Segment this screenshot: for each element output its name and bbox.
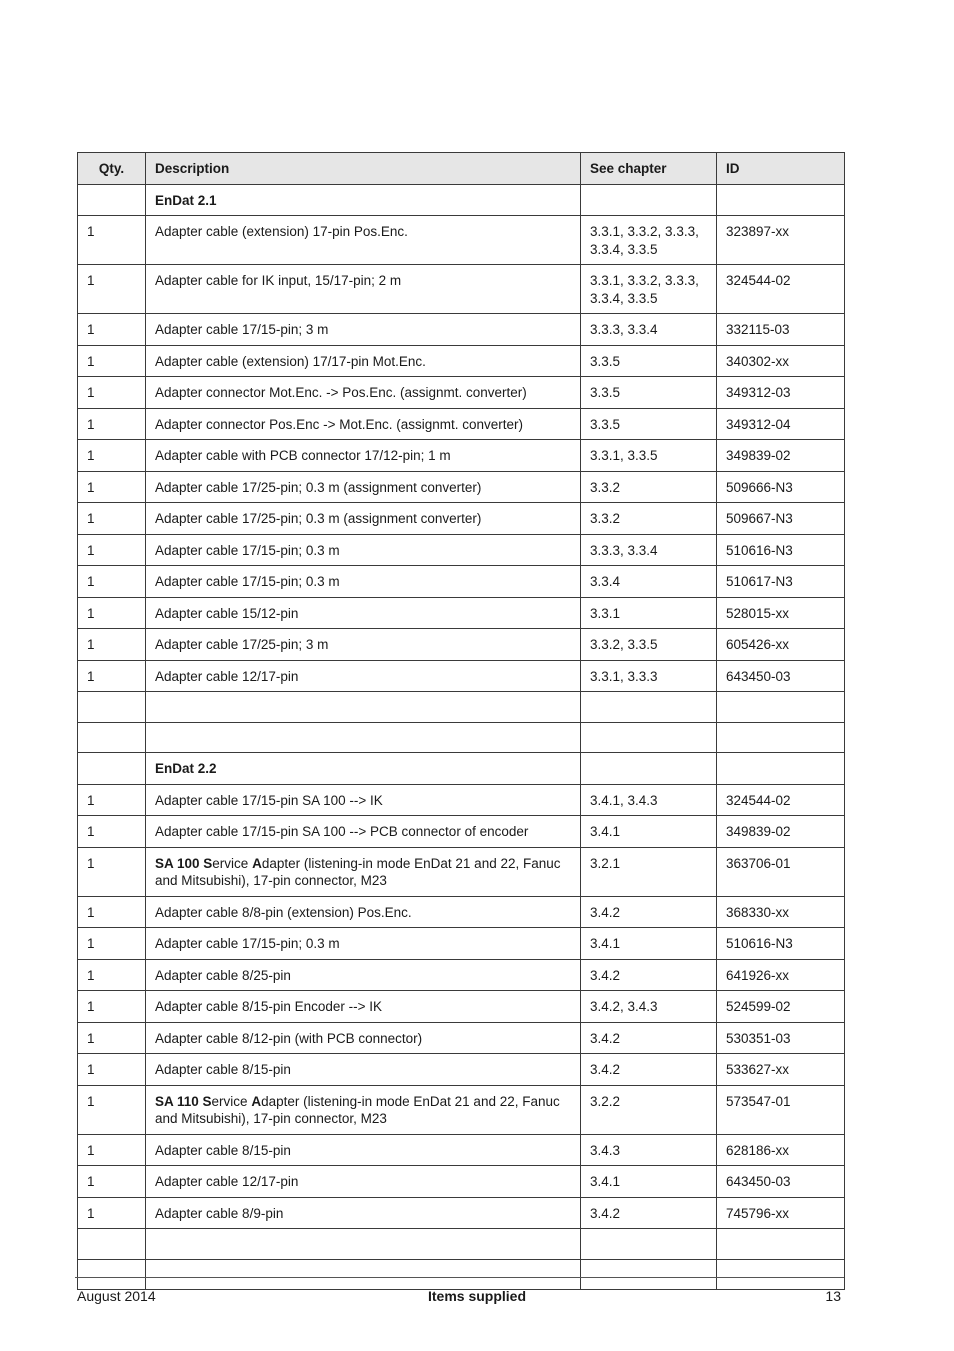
description-cell: Adapter cable 17/15-pin SA 100 --> PCB connector of encoder: [146, 816, 581, 848]
qty-cell: 1: [78, 896, 146, 928]
id-cell: 332115-03: [717, 314, 845, 346]
chapter-cell: [581, 1229, 717, 1260]
description-cell: Adapter cable 8/15-pin: [146, 1134, 581, 1166]
description-segment: A: [251, 1093, 262, 1109]
qty-cell: 1: [78, 503, 146, 535]
id-cell: 524599-02: [717, 991, 845, 1023]
chapter-cell: [581, 692, 717, 723]
qty-cell: [78, 722, 146, 753]
table-body: [78, 184, 845, 1290]
chapter-cell: 3.3.2, 3.3.5: [581, 629, 717, 661]
chapter-cell: 3.3.2: [581, 503, 717, 535]
description-cell: Adapter cable 15/12-pin: [146, 597, 581, 629]
section-row: [78, 184, 845, 216]
qty-cell: 1: [78, 566, 146, 598]
description-segment: dapter (listening-in mode EnDat 21 and 22, Fanuc and Mitsubishi), 17-pin connector, M23: [155, 1093, 560, 1126]
section-title: EnDat 2.1: [146, 184, 581, 216]
description-cell: [146, 1229, 581, 1260]
description-cell: Adapter cable 17/15-pin SA 100 --> IK: [146, 784, 581, 816]
description-cell: Adapter cable 17/15-pin; 3 m: [146, 314, 581, 346]
footer-section-title: Items supplied: [427, 1288, 527, 1304]
chapter-cell: [581, 1259, 717, 1290]
header-id: ID: [717, 153, 845, 185]
table-row: [78, 534, 845, 566]
description-cell: [146, 692, 581, 723]
table-row: [78, 566, 845, 598]
chapter-cell: 3.4.3: [581, 1134, 717, 1166]
id-cell: [717, 722, 845, 753]
table-row: [78, 816, 845, 848]
table-row: [78, 345, 845, 377]
table-row: [78, 503, 845, 535]
table-row: [78, 1166, 845, 1198]
table-row: [78, 1134, 845, 1166]
id-cell: 745796-xx: [717, 1197, 845, 1229]
qty-cell: 1: [78, 1022, 146, 1054]
id-cell: 349312-03: [717, 377, 845, 409]
id-cell: 528015-xx: [717, 597, 845, 629]
table-row: [78, 928, 845, 960]
id-cell: 509667-N3: [717, 503, 845, 535]
description-cell: Adapter cable 17/25-pin; 0.3 m (assignment converter): [146, 503, 581, 535]
description-cell: [146, 722, 581, 753]
description-cell: Adapter connector Mot.Enc. -> Pos.Enc. (assignmt. converter): [146, 377, 581, 409]
table-row: [78, 991, 845, 1023]
id-cell: [717, 1259, 845, 1290]
description-cell: Adapter cable 17/15-pin; 0.3 m: [146, 928, 581, 960]
chapter-cell: 3.3.5: [581, 408, 717, 440]
qty-cell: 1: [78, 784, 146, 816]
id-cell: 530351-03: [717, 1022, 845, 1054]
description-cell: Adapter cable 8/9-pin: [146, 1197, 581, 1229]
chapter-cell: 3.4.2: [581, 896, 717, 928]
chapter-cell: 3.3.1, 3.3.2, 3.3.3, 3.3.4, 3.3.5: [581, 265, 717, 314]
table-row: [78, 377, 845, 409]
description-cell: Adapter cable 17/25-pin; 0.3 m (assignment converter): [146, 471, 581, 503]
description-segment: ervice: [212, 855, 253, 871]
qty-cell: [78, 753, 146, 785]
qty-cell: 1: [78, 991, 146, 1023]
description-cell: Adapter cable (extension) 17-pin Pos.Enc.: [146, 216, 581, 265]
qty-cell: [78, 1259, 146, 1290]
qty-cell: 1: [78, 345, 146, 377]
qty-cell: 1: [78, 629, 146, 661]
table-row: [78, 1197, 845, 1229]
qty-cell: 1: [78, 816, 146, 848]
id-cell: 628186-xx: [717, 1134, 845, 1166]
qty-cell: 1: [78, 534, 146, 566]
id-cell: 605426-xx: [717, 629, 845, 661]
chapter-cell: 3.3.1, 3.3.5: [581, 440, 717, 472]
table-row: [78, 471, 845, 503]
qty-cell: 1: [78, 314, 146, 346]
description-cell: Adapter cable 8/12-pin (with PCB connector): [146, 1022, 581, 1054]
description-segment: ervice: [211, 1093, 252, 1109]
id-cell: 349839-02: [717, 816, 845, 848]
id-cell: 533627-xx: [717, 1054, 845, 1086]
empty-row: [78, 722, 845, 753]
id-cell: 324544-02: [717, 265, 845, 314]
id-cell: 510617-N3: [717, 566, 845, 598]
chapter-cell: 3.4.1: [581, 928, 717, 960]
id-cell: 643450-03: [717, 660, 845, 692]
id-cell: 510616-N3: [717, 928, 845, 960]
description-segment: dapter (listening-in mode EnDat 21 and 22, Fanuc and Mitsubishi), 17-pin connector, M23: [155, 855, 561, 888]
description-segment: SA 110 S: [155, 1093, 212, 1109]
qty-cell: 1: [78, 408, 146, 440]
chapter-cell: 3.4.2: [581, 1054, 717, 1086]
description-segment: SA 100 S: [155, 855, 213, 871]
id-cell: 510616-N3: [717, 534, 845, 566]
table-row: [78, 440, 845, 472]
qty-cell: 1: [78, 847, 146, 896]
description-cell: Adapter cable 17/15-pin; 0.3 m: [146, 566, 581, 598]
qty-cell: [78, 184, 146, 216]
table-row: [78, 597, 845, 629]
table-row: [78, 896, 845, 928]
qty-cell: 1: [78, 440, 146, 472]
table-row: [78, 784, 845, 816]
chapter-cell: 3.3.2: [581, 471, 717, 503]
description-cell: Adapter cable 8/15-pin Encoder --> IK: [146, 991, 581, 1023]
empty-row: [78, 692, 845, 723]
table-row: [78, 1022, 845, 1054]
chapter-cell: 3.3.3, 3.3.4: [581, 534, 717, 566]
id-cell: 573547-01: [717, 1085, 845, 1134]
chapter-cell: [581, 722, 717, 753]
footer-rule: [75, 1277, 844, 1278]
description-cell: Adapter cable for IK input, 15/17-pin; 2 m: [146, 265, 581, 314]
id-cell: 363706-01: [717, 847, 845, 896]
chapter-cell: 3.3.1: [581, 597, 717, 629]
id-cell: 340302-xx: [717, 345, 845, 377]
qty-cell: 1: [78, 928, 146, 960]
qty-cell: 1: [78, 660, 146, 692]
table-row: [78, 408, 845, 440]
description-cell: Adapter cable 17/15-pin; 0.3 m: [146, 534, 581, 566]
chapter-cell: 3.3.1, 3.3.2, 3.3.3, 3.3.4, 3.3.5: [581, 216, 717, 265]
description-cell: [146, 847, 581, 896]
chapter-cell: 3.4.2: [581, 959, 717, 991]
description-cell: Adapter cable 8/15-pin: [146, 1054, 581, 1086]
id-cell: [717, 692, 845, 723]
header-see-chapter: See chapter: [581, 153, 717, 185]
table-row: [78, 1054, 845, 1086]
table-row: [78, 265, 845, 314]
id-cell: 349312-04: [717, 408, 845, 440]
description-cell: Adapter cable 12/17-pin: [146, 660, 581, 692]
description-cell: Adapter cable 8/8-pin (extension) Pos.Enc.: [146, 896, 581, 928]
qty-cell: 1: [78, 1134, 146, 1166]
id-cell: 643450-03: [717, 1166, 845, 1198]
qty-cell: 1: [78, 216, 146, 265]
id-cell: 368330-xx: [717, 896, 845, 928]
chapter-cell: 3.3.4: [581, 566, 717, 598]
header-description: Description: [146, 153, 581, 185]
empty-row: [78, 1229, 845, 1260]
qty-cell: 1: [78, 377, 146, 409]
id-cell: 323897-xx: [717, 216, 845, 265]
description-cell: Adapter cable 12/17-pin: [146, 1166, 581, 1198]
chapter-cell: 3.4.1: [581, 1166, 717, 1198]
chapter-cell: 3.2.1: [581, 847, 717, 896]
qty-cell: 1: [78, 1054, 146, 1086]
table-row: [78, 314, 845, 346]
qty-cell: [78, 1229, 146, 1260]
chapter-cell: 3.3.3, 3.3.4: [581, 314, 717, 346]
table-row: [78, 847, 845, 896]
qty-cell: 1: [78, 1197, 146, 1229]
qty-cell: 1: [78, 1085, 146, 1134]
table-row: [78, 216, 845, 265]
id-cell: 641926-xx: [717, 959, 845, 991]
id-cell: 349839-02: [717, 440, 845, 472]
qty-cell: 1: [78, 471, 146, 503]
description-cell: [146, 1259, 581, 1290]
empty-row: [78, 1259, 845, 1290]
chapter-cell: 3.4.2, 3.4.3: [581, 991, 717, 1023]
qty-cell: 1: [78, 1166, 146, 1198]
chapter-cell: 3.3.5: [581, 377, 717, 409]
chapter-cell: 3.3.1, 3.3.3: [581, 660, 717, 692]
header-qty: Qty.: [78, 153, 146, 185]
qty-cell: [78, 692, 146, 723]
table-row: [78, 1085, 845, 1134]
chapter-cell: [581, 184, 717, 216]
page-number: 13: [825, 1288, 841, 1304]
section-row: [78, 753, 845, 785]
description-cell: [146, 1085, 581, 1134]
chapter-cell: 3.4.2: [581, 1022, 717, 1054]
id-cell: 509666-N3: [717, 471, 845, 503]
id-cell: 324544-02: [717, 784, 845, 816]
chapter-cell: 3.2.2: [581, 1085, 717, 1134]
chapter-cell: [581, 753, 717, 785]
chapter-cell: 3.4.2: [581, 1197, 717, 1229]
footer-date: August 2014: [77, 1288, 156, 1304]
table-row: [78, 959, 845, 991]
description-cell: Adapter cable 17/25-pin; 3 m: [146, 629, 581, 661]
qty-cell: 1: [78, 959, 146, 991]
qty-cell: 1: [78, 265, 146, 314]
table-row: [78, 629, 845, 661]
description-cell: Adapter cable with PCB connector 17/12-pin; 1 m: [146, 440, 581, 472]
section-title: EnDat 2.2: [146, 753, 581, 785]
items-table: [77, 152, 845, 1290]
description-cell: Adapter cable (extension) 17/17-pin Mot.Enc.: [146, 345, 581, 377]
id-cell: [717, 184, 845, 216]
chapter-cell: 3.4.1: [581, 816, 717, 848]
chapter-cell: 3.3.5: [581, 345, 717, 377]
description-segment: A: [252, 855, 262, 871]
description-cell: Adapter cable 8/25-pin: [146, 959, 581, 991]
table-row: [78, 660, 845, 692]
table-header-row: [78, 153, 845, 185]
qty-cell: 1: [78, 597, 146, 629]
chapter-cell: 3.4.1, 3.4.3: [581, 784, 717, 816]
id-cell: [717, 753, 845, 785]
id-cell: [717, 1229, 845, 1260]
description-cell: Adapter connector Pos.Enc -> Mot.Enc. (assignmt. converter): [146, 408, 581, 440]
